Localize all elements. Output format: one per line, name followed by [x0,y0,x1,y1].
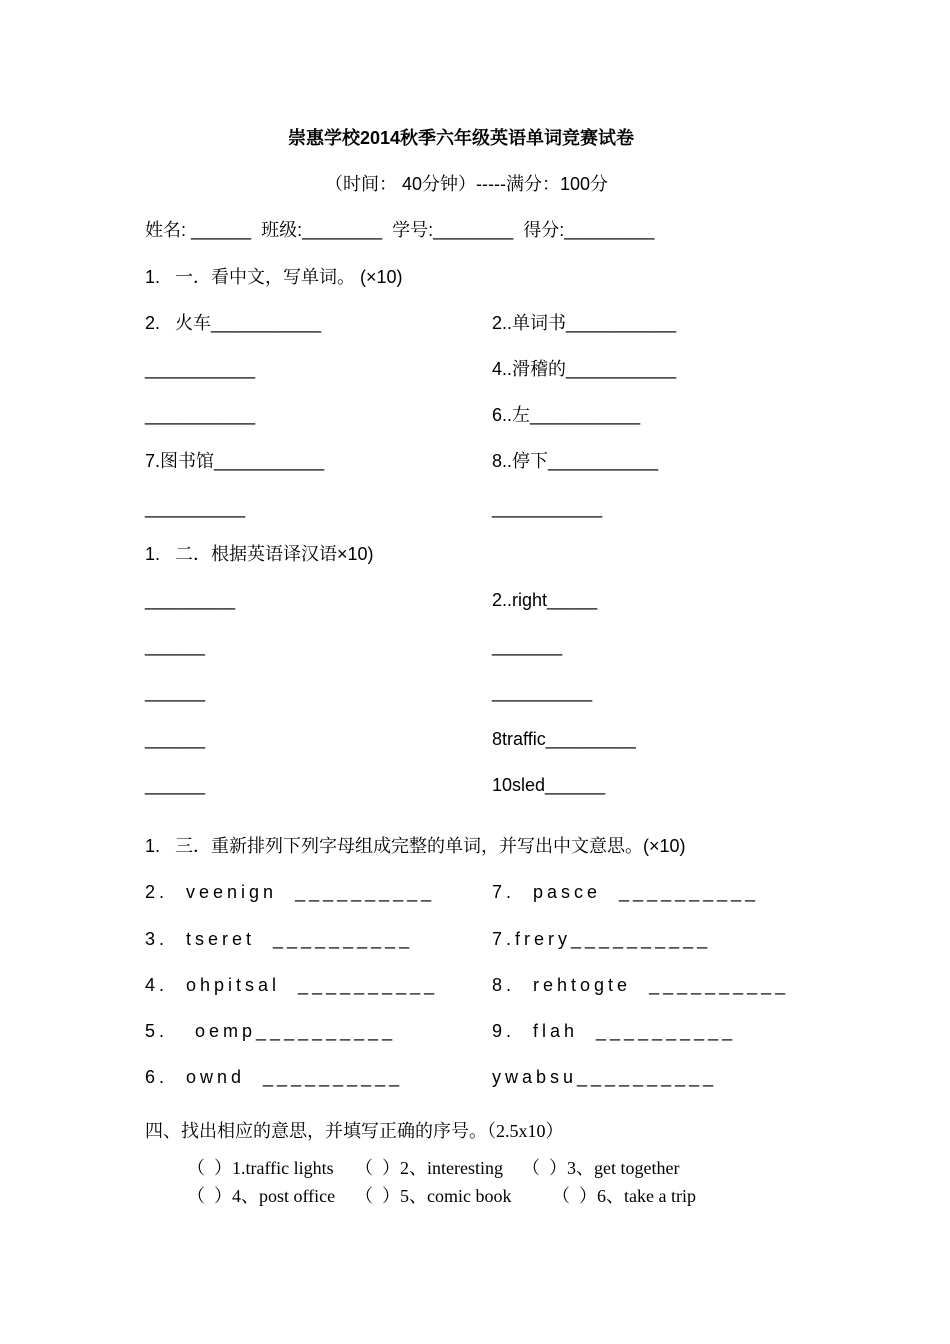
section3-right-item: 7.frery__________ [492,929,712,949]
section3-right-item: ywabsu__________ [492,1067,718,1087]
match-item: （ ）5、comic book [355,1186,512,1206]
match-item: （ ）3、get together [522,1158,680,1178]
section3-left-item: 3. tseret __________ [145,929,414,949]
match-item: （ ）6、take a trip [552,1186,696,1206]
exam-title: 崇惠学校2014秋季六年级英语单词竞赛试卷 [288,128,635,148]
student-info-line: 姓名: ______ 班级:________ 学号:________ 得分:_________ [145,220,655,240]
section3-right-item: 7. pasce __________ [492,882,760,902]
match-item: （ ）2、interesting [355,1158,503,1178]
section1-left-item: 7.图书馆___________ [145,451,325,471]
section3-left-item: 2. veenign __________ [145,882,436,902]
section2-right-item: _______ [492,636,563,656]
section3-right-item: 8. rehtogte __________ [492,975,790,995]
section3-heading: 1. 三．重新排列下列字母组成完整的单词，并写出中文意思。(×10) [145,836,686,856]
section2-right-item: 8traffic_________ [492,729,636,749]
exam-subtitle: （时间： 40分钟）-----满分：100分 [325,174,609,194]
section1-heading: 1. 一．看中文，写单词。 (×10) [145,267,403,287]
section3-left-item: 4. ohpitsal __________ [145,975,439,995]
section3-right-item: 9. flah __________ [492,1021,737,1041]
section1-right-item: 6..左___________ [492,405,641,425]
section2-left-item: ______ [145,636,206,656]
section2-left-item: _________ [145,590,236,610]
section1-right-item: ___________ [492,498,603,518]
section1-right-item: 4..滑稽的___________ [492,359,677,379]
section2-right-item: 10sled______ [492,775,606,795]
section2-right-item: __________ [492,682,593,702]
section1-left-item: __________ [145,498,246,518]
section1-left-item: ___________ [145,359,256,379]
section1-left-item: ___________ [145,405,256,425]
match-item: （ ）4、post office [187,1186,336,1206]
section1-right-item: 2..单词书___________ [492,313,677,333]
section4-heading: 四、找出相应的意思，并填写正确的序号。（2.5x10） [145,1121,564,1141]
section1-left-item: 2. 火车___________ [145,313,322,333]
section1-right-item: 8..停下___________ [492,451,659,471]
section2-left-item: ______ [145,729,206,749]
section2-right-item: 2..right_____ [492,590,598,610]
section2-left-item: ______ [145,775,206,795]
section3-left-item: 6. ownd __________ [145,1067,404,1087]
match-item: （ ）1.traffic lights [187,1158,334,1178]
section2-left-item: ______ [145,682,206,702]
section3-left-item: 5. oemp__________ [145,1021,397,1041]
section2-heading: 1. 二．根据英语译汉语×10) [145,544,374,564]
